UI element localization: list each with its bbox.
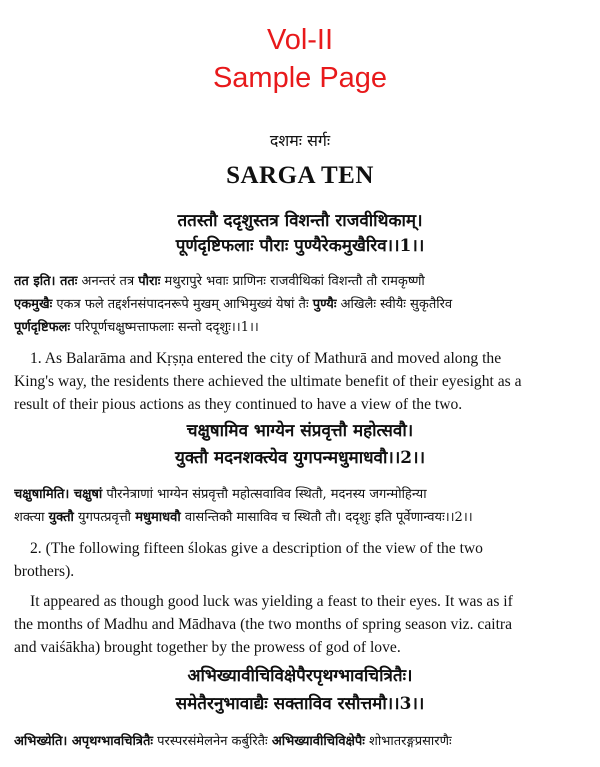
- translation2-line3: It appeared as though good luck was yielding a feast to their eyes. It was as if: [30, 593, 513, 610]
- commentary-bold: तत इति। ततः: [14, 274, 78, 289]
- commentary-text: परस्परसंमेलनेन कर्बुरितैः: [153, 734, 272, 749]
- commentary-text: अनन्तरं तत्र: [77, 274, 139, 289]
- commentary3-line1: [14, 730, 586, 753]
- commentary-bold: युक्तौ: [48, 510, 74, 525]
- commentary-text: एकत्र फले तद्दर्शनसंपादनरूपे मुखम् आभिमुख्यं येषां तैः: [52, 297, 313, 312]
- verse3-line2: समेतैरनुभावाद्यैः सक्ताविव रसौत्तमौ।।3।।: [175, 694, 425, 714]
- translation1-line1: 1. As Balarāma and Kṛṣṇa entered the city of Mathurā and moved along the: [30, 350, 502, 367]
- sample-page-label: Sample Page: [212, 62, 388, 94]
- commentary-bold: पुण्यैः: [312, 297, 337, 312]
- commentary2-line1: [14, 483, 586, 506]
- commentary-text: शोभातरङ्गप्रसारणैः: [364, 734, 452, 749]
- commentary2-line2: [14, 506, 586, 529]
- commentary1-line1: [14, 270, 586, 293]
- translation1-line3: result of their pious actions as they continued to have a view of the two.: [14, 396, 463, 413]
- volume-label: Vol-II: [266, 24, 334, 56]
- commentary-text: शक्त्या: [14, 510, 49, 525]
- commentary-text: युगपत्प्रवृत्तौ: [73, 510, 136, 525]
- verse1-line2: पूर्णदृष्टिफलाः पौराः पुण्यैरेकमुखैरिव।।1।।: [175, 236, 425, 256]
- verse2-line2: युक्तौ मदनशक्त्येव युगपन्मधुमाधवौ।।2।।: [174, 448, 426, 468]
- commentary-bold: पूर्णदृष्टिफलः: [14, 320, 71, 335]
- verse3-line1: अभिख्यावीचिविक्षेपैरपृथग्भावचित्रितैः।: [187, 666, 413, 686]
- commentary-bold: मधुमाधवौ: [135, 510, 181, 525]
- translation2-line2: brothers).: [14, 563, 75, 580]
- sanskrit-chapter-heading: दशमः सर्गः: [269, 131, 331, 150]
- verse1-line1: ततस्तौ ददृशुस्तत्र विशन्तौ राजवीथिकाम्।: [177, 211, 423, 231]
- commentary-text: परिपूर्णचक्षुष्मत्ताफलाः सन्तो ददृशुः।।1।।: [70, 320, 259, 335]
- translation2-line1: 2. (The following fifteen ślokas give a description of the view of the two: [30, 540, 483, 557]
- verse2-line1: चक्षुषामिव भाग्येन संप्रवृत्तौ महोत्सवौ।: [186, 421, 414, 441]
- translation2-line4: the months of Madhu and Mādhava (the two months of spring season viz. caitra: [14, 616, 513, 633]
- translation2-line5: and vaiśākha) brought together by the prowess of god of love.: [14, 639, 401, 656]
- commentary-bold: पौराः: [138, 274, 161, 289]
- commentary-bold: अभिख्यावीचिविक्षेपैः: [271, 734, 365, 749]
- commentary1-line2: [14, 293, 586, 316]
- commentary-text: अखिलैः स्वीयैः सुकृतैरिव: [336, 297, 453, 312]
- commentary-text: मथुरापुरे भवाः प्राणिनः राजवीथिकां विशन्तौ तौ रामकृष्णौ: [160, 274, 425, 289]
- commentary-bold: चक्षुषामिति। चक्षुषां: [14, 487, 103, 502]
- commentary1-line3: [14, 316, 586, 339]
- commentary-text: पौरनेत्राणां भाग्येन संप्रवृत्तौ महोत्सवाविव स्थितौ, मदनस्य जगन्मोहिन्या: [102, 487, 427, 502]
- commentary-bold: अभिख्येति। अपृथग्भावचित्रितैः: [14, 734, 154, 749]
- translation1-line2: King's way, the residents there achieved the ultimate benefit of their eyesight as a: [14, 373, 522, 390]
- commentary-bold: एकमुखैः: [14, 297, 53, 312]
- chapter-title: SARGA TEN: [226, 162, 374, 189]
- commentary-text: वासन्तिकौ मासाविव च स्थितौ तौ। ददृशुः इति पूर्वेणान्वयः।।2।।: [180, 510, 473, 525]
